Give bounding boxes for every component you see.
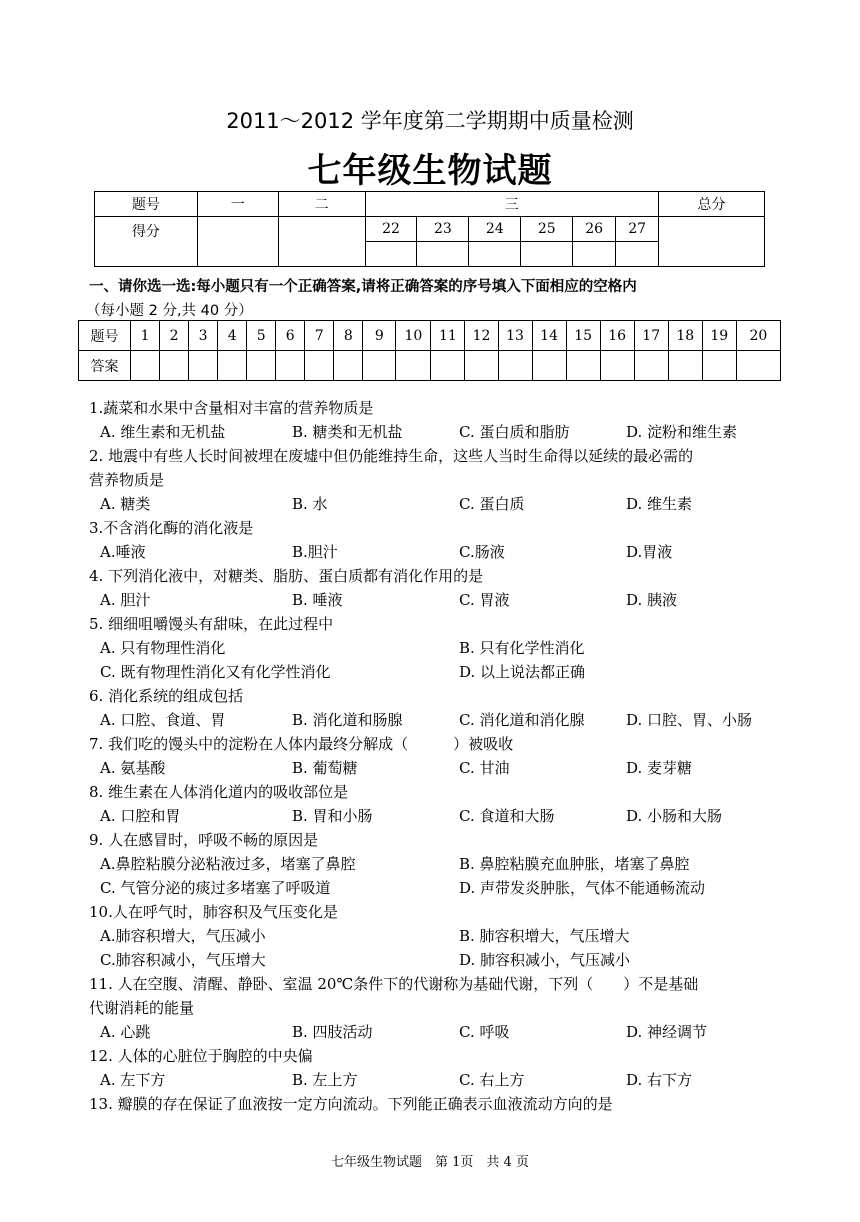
question-11: 11. 人在空腹、清醒、静卧、室温 20℃条件下的代谢称为基础代谢，下列（ ）不是基础	[89, 975, 699, 993]
score-sub-label: 22	[365, 217, 417, 242]
score-cell-part1[interactable]	[197, 217, 278, 267]
q8-option-a: A. 口腔和胃	[100, 807, 181, 825]
q9-option-c: C. 气管分泌的痰过多堵塞了呼吸道	[100, 879, 331, 897]
q9-option-b: B. 鼻腔粘膜充血肿胀，堵塞了鼻腔	[459, 855, 690, 873]
answer-number: 6	[276, 321, 305, 351]
answer-cell[interactable]	[160, 351, 189, 381]
question-7: 7. 我们吃的馒头中的淀粉在人体内最终分解成（ ）被吸收	[89, 735, 514, 753]
score-header-total: 总分	[659, 192, 765, 217]
q6-option-c: C. 消化道和消化腺	[459, 711, 585, 729]
q2-option-a: A. 糖类	[100, 495, 151, 513]
q11-option-a: A. 心跳	[100, 1023, 151, 1041]
q2-option-b: B. 水	[292, 495, 328, 513]
answer-cell[interactable]	[600, 351, 634, 381]
q5-option-c: C. 既有物理性消化又有化学性消化	[100, 663, 331, 681]
question-2-cont: 营养物质是	[89, 471, 165, 489]
answer-number: 16	[600, 321, 634, 351]
q9-option-a: A.鼻腔粘膜分泌粘液过多，堵塞了鼻腔	[100, 855, 356, 873]
q4-option-d: D. 胰液	[626, 591, 678, 609]
answer-number: 7	[305, 321, 334, 351]
question-5: 5. 细细咀嚼馒头有甜味，在此过程中	[89, 615, 334, 633]
answer-cell[interactable]	[305, 351, 334, 381]
answer-number: 18	[668, 321, 702, 351]
page-footer: 七年级生物试题 第 1页 共 4 页	[331, 1155, 529, 1170]
question-9: 9. 人在感冒时，呼吸不畅的原因是	[89, 831, 319, 849]
score-header-part2: 二	[278, 192, 365, 217]
answer-cell[interactable]	[498, 351, 532, 381]
score-header-part3: 三	[365, 192, 659, 217]
answer-number: 15	[566, 321, 600, 351]
q9-option-d: D. 声带发炎肿胀，气体不能通畅流动	[459, 879, 706, 897]
section1-heading: 一、请你选一选:每小题只有一个正确答案,请将正确答案的序号填入下面相应的空格内	[89, 279, 637, 295]
exam-period-title: 2011～2012 学年度第二学期期中质量检测	[226, 109, 634, 133]
answer-cell[interactable]	[465, 351, 498, 381]
q8-option-d: D. 小肠和大肠	[626, 807, 723, 825]
q7-option-b: B. 葡萄糖	[292, 759, 358, 777]
answer-number: 17	[634, 321, 668, 351]
q2-option-d: D. 维生素	[626, 495, 693, 513]
score-sub-cell[interactable]	[521, 242, 573, 267]
score-table	[94, 191, 765, 267]
score-sub-cell[interactable]	[469, 242, 521, 267]
answer-cell[interactable]	[668, 351, 702, 381]
q12-option-d: D. 右下方	[626, 1071, 693, 1089]
answer-number: 14	[532, 321, 566, 351]
q5-option-b: B. 只有化学性消化	[459, 639, 585, 657]
answer-number: 10	[396, 321, 431, 351]
answer-row-label: 答案	[79, 351, 131, 381]
q2-option-c: C. 蛋白质	[459, 495, 525, 513]
q10-option-a: A.肺容积增大，气压减小	[100, 927, 266, 945]
q12-option-a: A. 左下方	[100, 1071, 166, 1089]
answer-cell[interactable]	[396, 351, 431, 381]
q8-option-b: B. 胃和小肠	[292, 807, 373, 825]
question-8: 8. 维生素在人体消化道内的吸收部位是	[89, 783, 349, 801]
q11-option-d: D. 神经调节	[626, 1023, 708, 1041]
answer-number: 2	[160, 321, 189, 351]
q6-option-a: A. 口腔、食道、胃	[100, 711, 226, 729]
question-11-cont: 代谢消耗的能量	[89, 999, 195, 1017]
q4-option-c: C. 胃液	[459, 591, 510, 609]
question-6: 6. 消化系统的组成包括	[89, 687, 244, 705]
answer-cell[interactable]	[532, 351, 566, 381]
q10-option-b: B. 肺容积增大，气压增大	[459, 927, 630, 945]
answer-number: 13	[498, 321, 532, 351]
answer-number: 19	[702, 321, 736, 351]
section1-note: （每小题 2 分,共 40 分）	[86, 303, 253, 319]
q3-option-d: D.胃液	[626, 543, 673, 561]
question-12: 12. 人体的心脏位于胸腔的中央偏	[89, 1047, 313, 1065]
answer-cell[interactable]	[702, 351, 736, 381]
answer-cell[interactable]	[566, 351, 600, 381]
score-sub-label: 25	[521, 217, 573, 242]
score-cell-part2[interactable]	[278, 217, 365, 267]
q11-option-b: B. 四肢活动	[292, 1023, 373, 1041]
q6-option-b: B. 消化道和肠腺	[292, 711, 403, 729]
q12-option-c: C. 右上方	[459, 1071, 525, 1089]
q10-option-c: C.肺容积减小，气压增大	[100, 951, 266, 969]
score-sub-cell[interactable]	[365, 242, 417, 267]
score-sub-cell[interactable]	[616, 242, 659, 267]
answer-number: 20	[736, 321, 780, 351]
q5-option-a: A. 只有物理性消化	[100, 639, 226, 657]
score-sub-label: 26	[573, 217, 616, 242]
q8-option-c: C. 食道和大肠	[459, 807, 555, 825]
q3-option-b: B.胆汁	[292, 543, 338, 561]
q5-option-d: D. 以上说法都正确	[459, 663, 586, 681]
q6-option-d: D. 口腔、胃、小肠	[626, 711, 753, 729]
answer-number: 12	[465, 321, 498, 351]
answer-cell[interactable]	[431, 351, 465, 381]
score-sub-label: 23	[417, 217, 469, 242]
question-1: 1.蔬菜和水果中含量相对丰富的营养物质是	[89, 399, 374, 417]
answer-number: 11	[431, 321, 465, 351]
question-3: 3.不含消化酶的消化液是	[89, 519, 254, 537]
q4-option-b: B. 唾液	[292, 591, 343, 609]
exam-subject-title: 七年级生物试题	[307, 151, 553, 191]
score-sub-label: 27	[616, 217, 659, 242]
q11-option-c: C. 呼吸	[459, 1023, 510, 1041]
answer-cell[interactable]	[247, 351, 276, 381]
q3-option-a: A.唾液	[100, 543, 146, 561]
answer-number: 9	[363, 321, 396, 351]
q7-option-c: C. 甘油	[459, 759, 510, 777]
answer-table	[78, 320, 781, 381]
answer-cell[interactable]	[276, 351, 305, 381]
answer-cell[interactable]	[189, 351, 218, 381]
answer-cell[interactable]	[218, 351, 247, 381]
q1-option-a: A. 维生素和无机盐	[100, 423, 226, 441]
q1-option-d: D. 淀粉和维生素	[626, 423, 738, 441]
answer-number: 8	[334, 321, 363, 351]
q4-option-a: A. 胆汁	[100, 591, 151, 609]
answer-cell[interactable]	[634, 351, 668, 381]
question-13: 13. 瓣膜的存在保证了血液按一定方向流动。下列能正确表示血液流动方向的是	[89, 1095, 613, 1113]
answer-number: 3	[189, 321, 218, 351]
question-4: 4. 下列消化液中，对糖类、脂肪、蛋白质都有消化作用的是	[89, 567, 484, 585]
q7-option-d: D. 麦芽糖	[626, 759, 693, 777]
q1-option-b: B. 糖类和无机盐	[292, 423, 403, 441]
answer-cell[interactable]	[131, 351, 160, 381]
answer-row-label: 题号	[79, 321, 131, 351]
answer-cell[interactable]	[334, 351, 363, 381]
score-header-part1: 一	[197, 192, 278, 217]
score-sub-cell[interactable]	[417, 242, 469, 267]
answer-cell[interactable]	[363, 351, 396, 381]
answer-number: 1	[131, 321, 160, 351]
score-header-label: 题号	[95, 192, 198, 217]
q3-option-c: C.肠液	[459, 543, 505, 561]
score-cell-total[interactable]	[659, 217, 765, 267]
question-2: 2. 地震中有些人长时间被埋在废墟中但仍能维持生命，这些人当时生命得以延续的最必需的	[89, 447, 694, 465]
answer-cell[interactable]	[736, 351, 780, 381]
question-10: 10.人在呼气时，肺容积及气压变化是	[89, 903, 338, 921]
score-sub-label: 24	[469, 217, 521, 242]
score-row-label: 得分	[95, 217, 198, 267]
answer-number: 5	[247, 321, 276, 351]
q1-option-c: C. 蛋白质和脂肪	[459, 423, 570, 441]
q12-option-b: B. 左上方	[292, 1071, 358, 1089]
score-sub-cell[interactable]	[573, 242, 616, 267]
answer-number: 4	[218, 321, 247, 351]
q10-option-d: D. 肺容积减小，气压减小	[459, 951, 631, 969]
q7-option-a: A. 氨基酸	[100, 759, 166, 777]
